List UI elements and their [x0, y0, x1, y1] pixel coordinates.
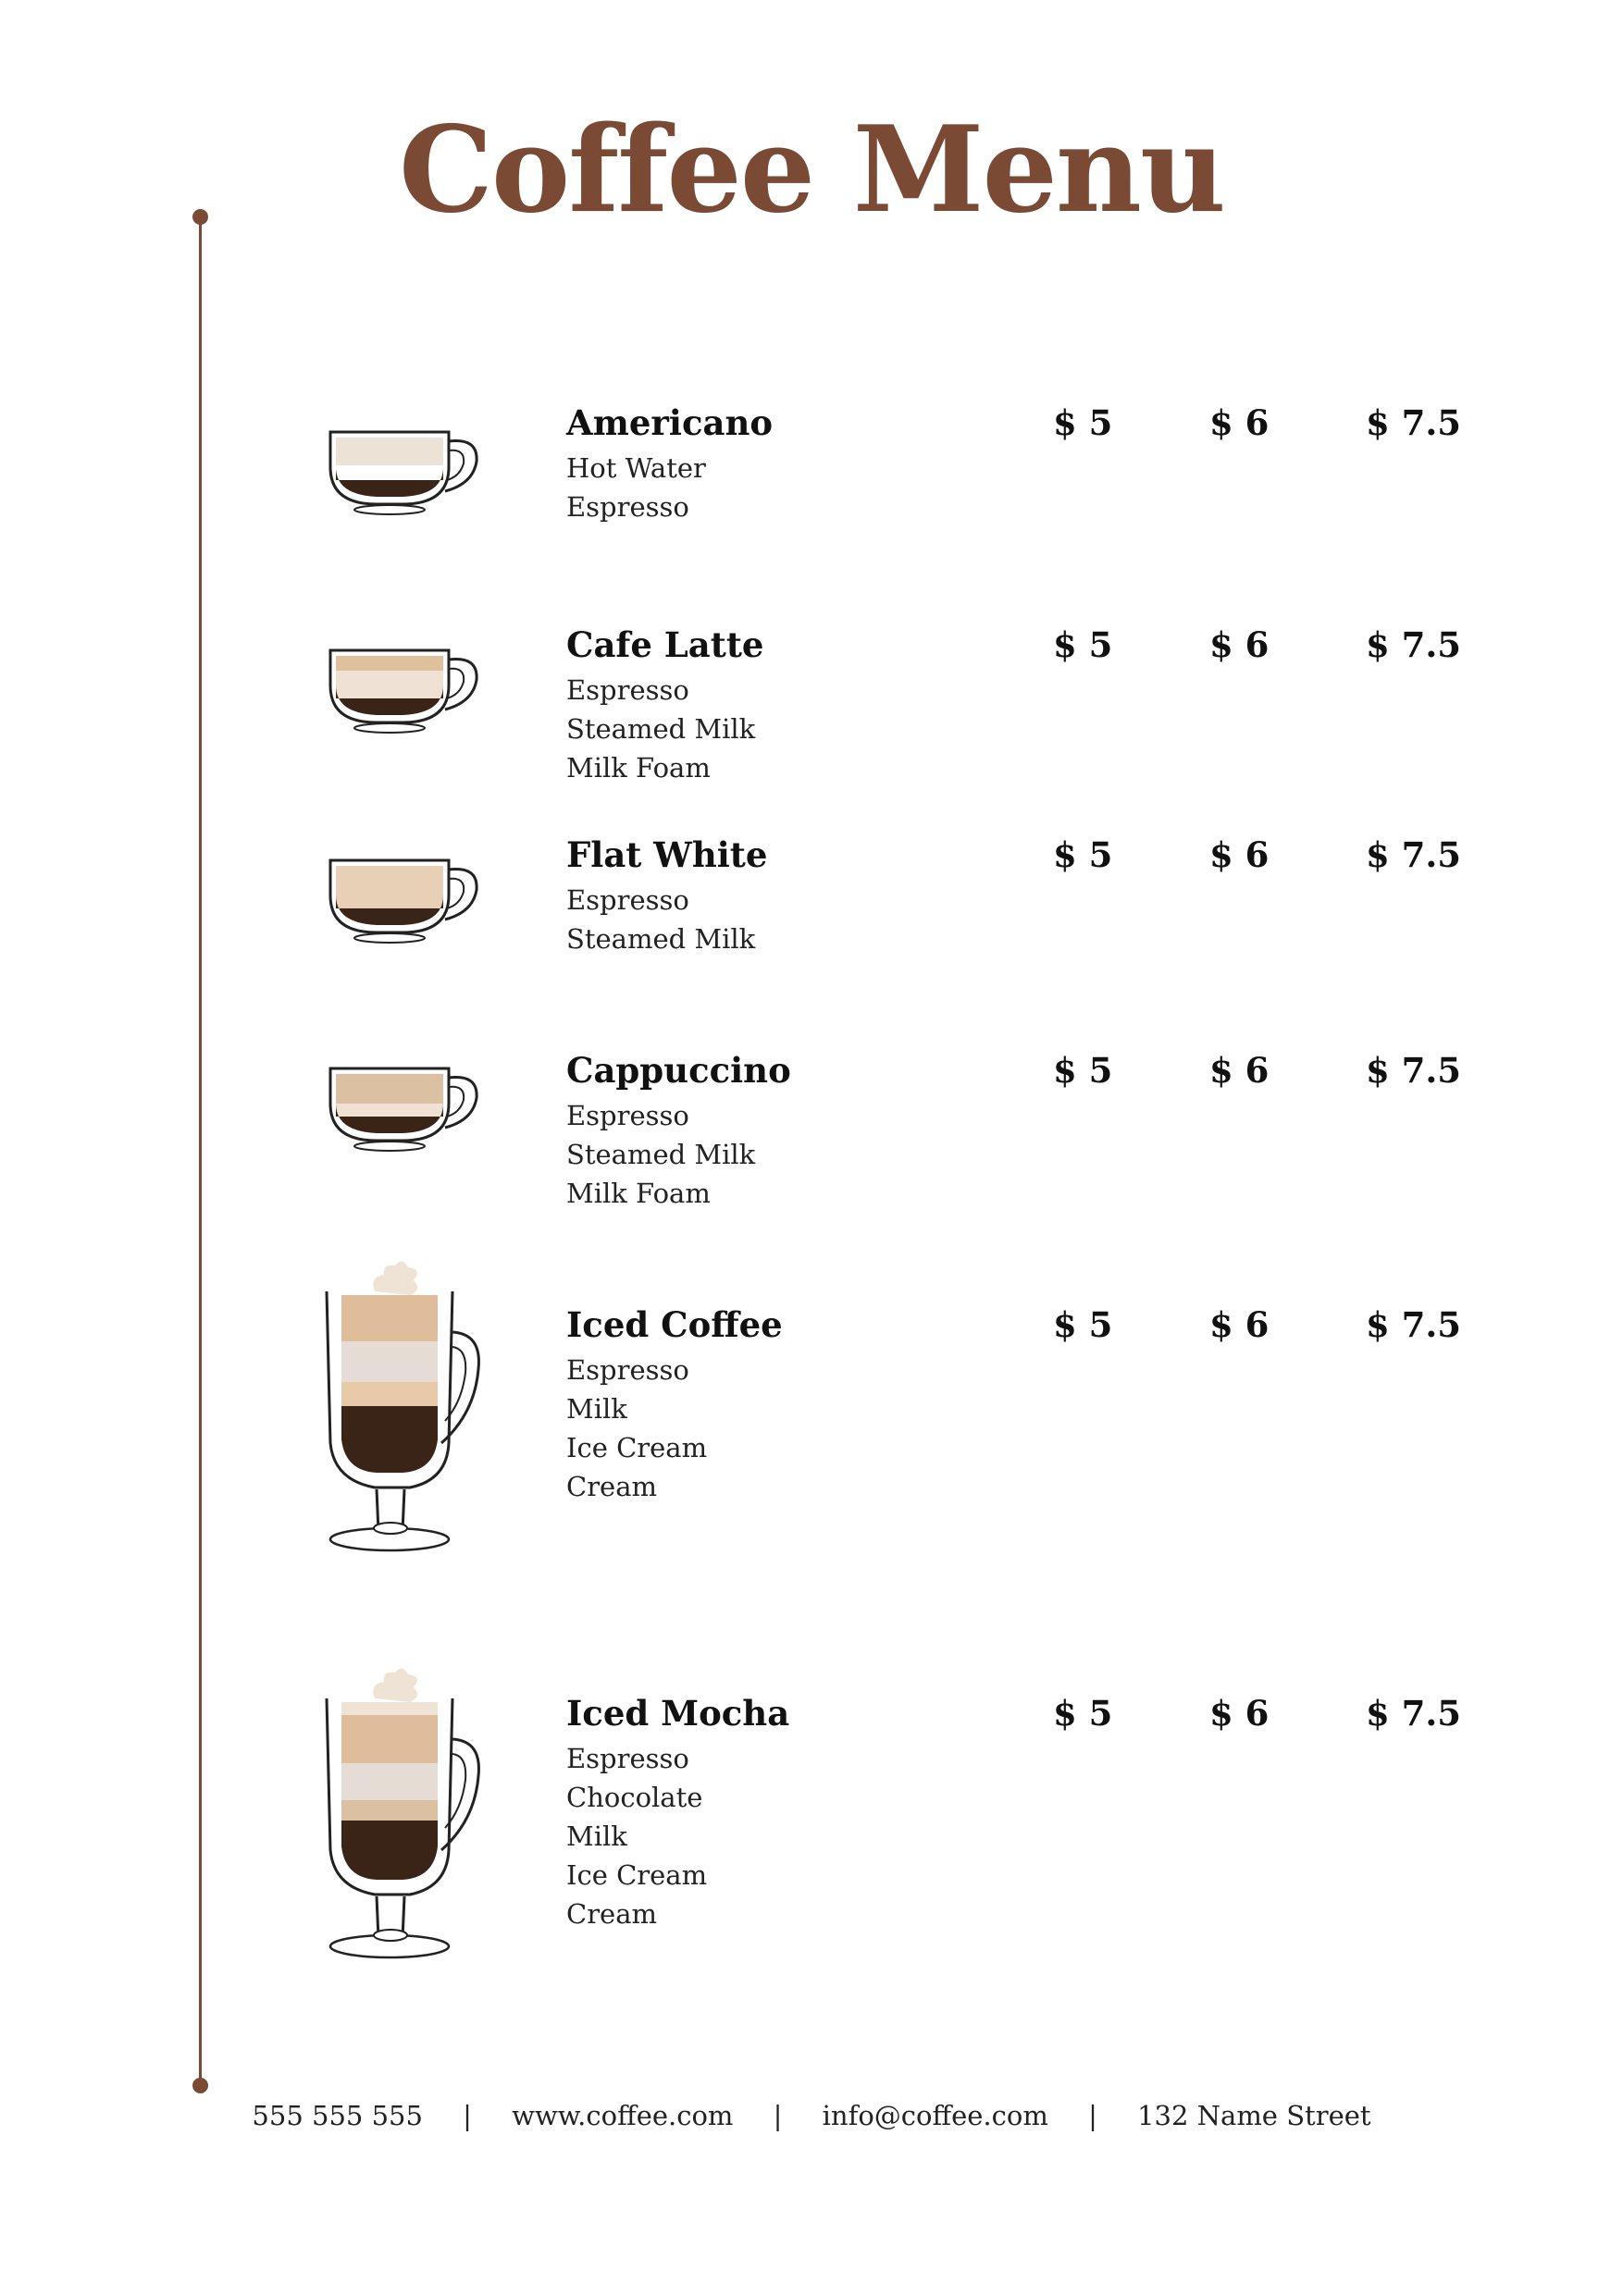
price-small: $ 5 [1053, 402, 1113, 443]
price-large: $ 7.5 [1366, 1304, 1461, 1345]
price-large: $ 7.5 [1366, 834, 1461, 875]
glass-mug-icon [319, 1258, 482, 1554]
ingredient: Espresso [566, 884, 689, 916]
item-name: Cafe Latte [566, 624, 764, 665]
ingredient-list [566, 449, 706, 526]
glass-mug-icon [319, 1665, 482, 1961]
ingredient: Milk [566, 1821, 627, 1852]
ingredient: Milk Foam [566, 752, 711, 784]
price-small: $ 5 [1053, 624, 1113, 665]
ingredient-list [566, 671, 755, 787]
cup-icon [319, 842, 482, 944]
page-title: Coffee Menu [398, 101, 1225, 240]
price-medium: $ 6 [1209, 834, 1270, 875]
item-name: Americano [566, 402, 774, 443]
decorative-vertical-line [199, 216, 202, 2085]
price-medium: $ 6 [1209, 1304, 1270, 1345]
price-medium: $ 6 [1209, 1050, 1270, 1091]
ingredient: Espresso [566, 674, 689, 706]
cup-icon [319, 632, 482, 734]
price-medium: $ 6 [1209, 624, 1270, 665]
ingredient-list [566, 1739, 707, 1933]
footer-separator: | [773, 2100, 783, 2131]
price-large: $ 7.5 [1366, 1050, 1461, 1091]
ingredient: Milk [566, 1393, 627, 1425]
item-name: Iced Coffee [566, 1304, 783, 1345]
ingredient: Steamed Milk [566, 713, 756, 745]
ingredient: Ice Cream [566, 1432, 708, 1463]
price-small: $ 5 [1053, 834, 1113, 875]
line-top-dot [192, 209, 208, 225]
footer-contact [0, 2100, 1623, 2131]
footer-separator: | [1088, 2100, 1097, 2131]
ingredient: Steamed Milk [566, 1139, 756, 1170]
item-name: Flat White [566, 834, 768, 875]
footer-website: www.coffee.com [512, 2100, 734, 2131]
ingredient: Hot Water [566, 452, 706, 484]
price-small: $ 5 [1053, 1693, 1113, 1734]
cup-icon [319, 1050, 482, 1152]
ingredient: Steamed Milk [566, 923, 756, 955]
ingredient: Espresso [566, 1743, 689, 1774]
ingredient: Espresso [566, 491, 689, 523]
line-bottom-dot [192, 2078, 208, 2093]
ingredient: Chocolate [566, 1782, 703, 1813]
ingredient: Espresso [566, 1354, 689, 1386]
ingredient: Ice Cream [566, 1859, 708, 1891]
ingredient: Espresso [566, 1100, 689, 1131]
price-large: $ 7.5 [1366, 624, 1461, 665]
footer-email: info@coffee.com [822, 2100, 1048, 2131]
price-small: $ 5 [1053, 1050, 1113, 1091]
ingredient: Cream [566, 1471, 658, 1502]
item-name: Iced Mocha [566, 1693, 790, 1734]
footer-address: 132 Name Street [1137, 2100, 1371, 2131]
price-small: $ 5 [1053, 1304, 1113, 1345]
ingredient: Milk Foam [566, 1178, 711, 1209]
item-name: Cappuccino [566, 1050, 791, 1091]
ingredient: Cream [566, 1898, 658, 1930]
footer-separator: | [463, 2100, 472, 2131]
price-medium: $ 6 [1209, 1693, 1270, 1734]
price-medium: $ 6 [1209, 402, 1270, 443]
ingredient-list [566, 881, 755, 958]
ingredient-list [566, 1096, 755, 1213]
price-large: $ 7.5 [1366, 402, 1461, 443]
footer-phone: 555 555 555 [252, 2100, 423, 2131]
ingredient-list [566, 1351, 707, 1506]
cup-icon [319, 414, 482, 515]
price-large: $ 7.5 [1366, 1693, 1461, 1734]
